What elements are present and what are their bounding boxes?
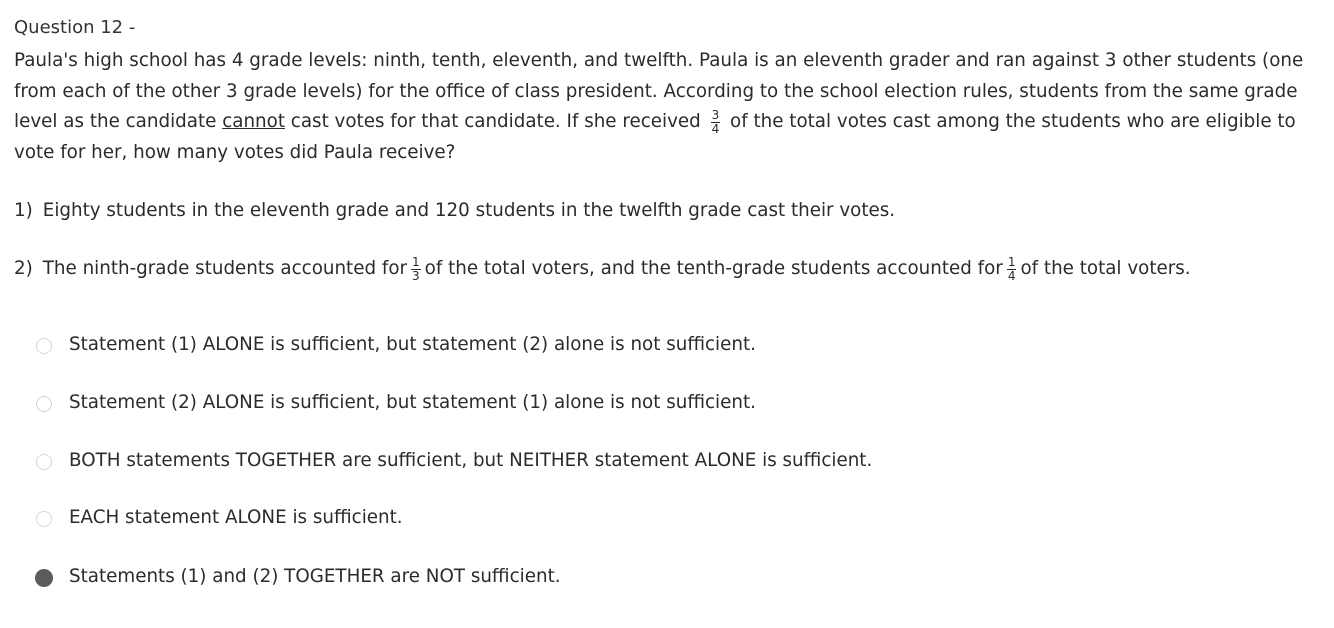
- question-stem: [14, 46, 1320, 169]
- statement-2-text-2: of the total voters, and the tenth-grade students accounted for: [424, 258, 1003, 279]
- radio-button-c[interactable]: [36, 454, 52, 470]
- statement-2-text-3: of the total voters.: [1020, 258, 1191, 279]
- stem-text-3: of the total votes cast among the students who are eligible to vote for her, how many votes did Paula receive?: [14, 111, 1296, 164]
- answer-choice-d[interactable]: [14, 503, 1014, 533]
- statement-2-text-1: The ninth-grade students accounted for: [42, 258, 408, 279]
- stem-fraction-numerator: 3: [711, 108, 720, 123]
- fraction-2-denominator: 4: [1007, 269, 1016, 283]
- stem-fraction: [711, 109, 721, 136]
- fraction-1-numerator: 1: [412, 255, 420, 269]
- answer-choice-e-label[interactable]: Statements (1) and (2) TOGETHER are NOT sufficient.: [69, 566, 561, 587]
- statement-2: [14, 256, 1191, 283]
- radio-button-e[interactable]: [35, 569, 53, 587]
- radio-button-b[interactable]: [36, 396, 52, 412]
- radio-button-d[interactable]: [36, 511, 52, 527]
- answer-choice-b-label[interactable]: Statement (2) ALONE is sufficient, but statement (1) alone is not sufficient.: [69, 392, 756, 413]
- statement-1-text: Eighty students in the eleventh grade and 120 students in the twelfth grade cast their votes.: [42, 200, 896, 221]
- answer-choice-b[interactable]: [14, 388, 1014, 418]
- statement-1: [14, 198, 895, 224]
- statement-2-number: 2): [14, 258, 33, 279]
- stem-fraction-denominator: 4: [711, 122, 720, 137]
- stem-text-2: cast votes for that candidate. If she received: [284, 111, 707, 133]
- statement-2-fraction-1: [411, 256, 421, 283]
- radio-button-a[interactable]: [36, 338, 52, 354]
- statement-1-number: 1): [14, 200, 33, 221]
- answer-choice-c-label[interactable]: BOTH statements TOGETHER are sufficient, but NEITHER statement ALONE is sufficient.: [69, 450, 873, 471]
- stem-underlined-word: cannot: [222, 111, 285, 133]
- statement-2-fraction-2: [1007, 256, 1017, 283]
- stem-text-1: Paula's high school has 4 grade levels: ninth, tenth, eleventh, and twelfth. Paula is an eleventh grader and ran against 3 other students (one from each of the other 3 grade levels) for the office of class president. According to the school election rules, students from the same grade level as the candidate: [14, 50, 1304, 133]
- answer-choice-c[interactable]: [14, 446, 1014, 476]
- answer-choice-a-label[interactable]: Statement (1) ALONE is sufficient, but statement (2) alone is not sufficient.: [69, 334, 756, 355]
- answer-choice-a[interactable]: [14, 330, 1014, 360]
- question-title: Question 12 -: [14, 17, 136, 38]
- answer-choice-d-label[interactable]: EACH statement ALONE is sufficient.: [69, 507, 403, 528]
- fraction-2-numerator: 1: [1007, 255, 1016, 269]
- fraction-1-denominator: 3: [412, 269, 420, 283]
- answer-choice-e[interactable]: [14, 562, 1014, 592]
